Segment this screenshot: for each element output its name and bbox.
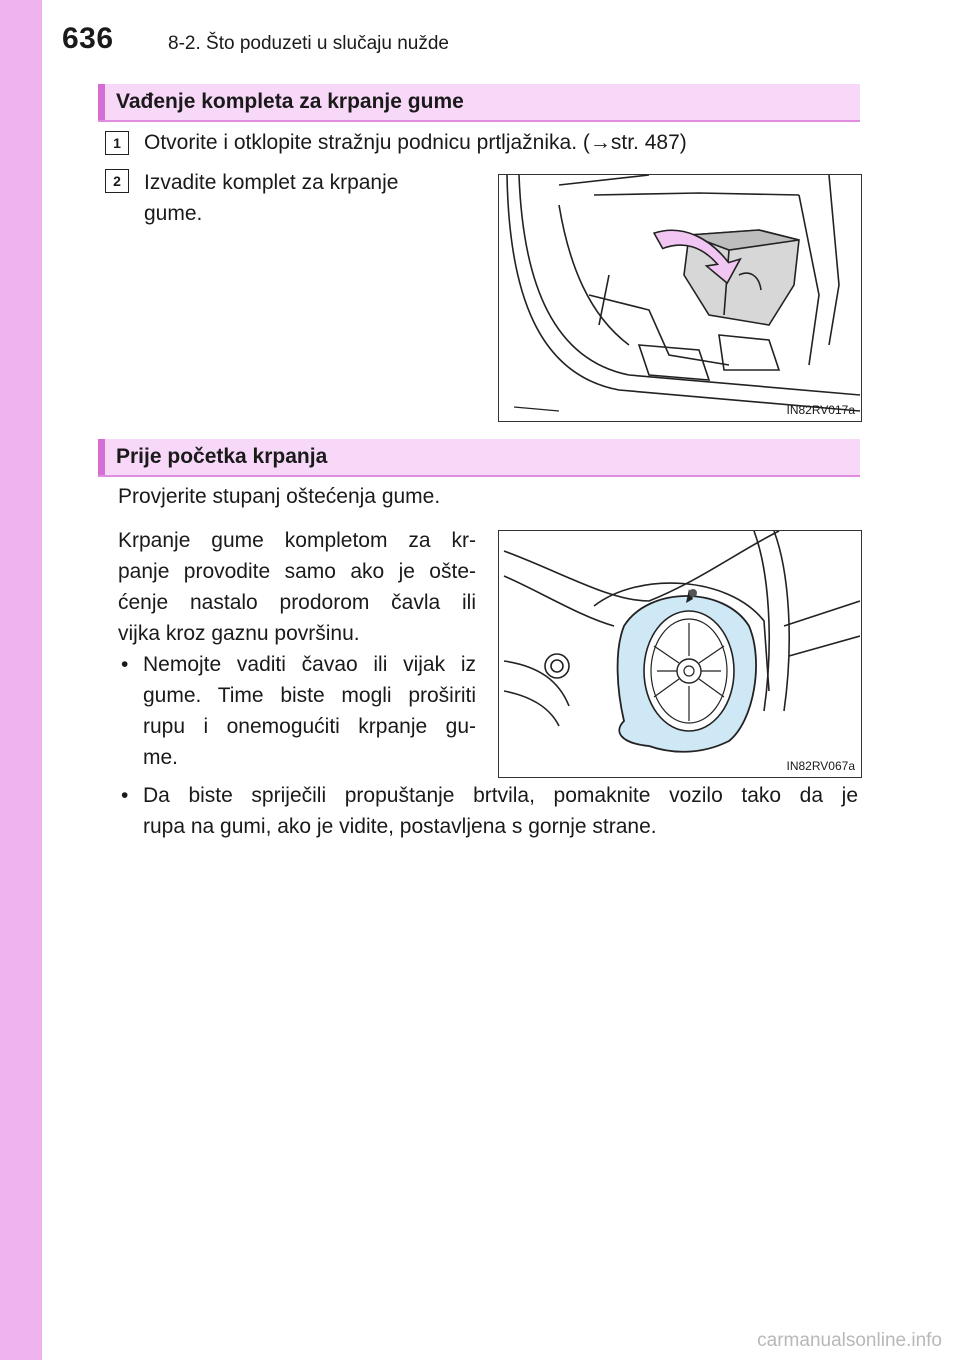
para-line: Krpanje gume kompletom za kr- xyxy=(118,529,476,552)
bullet-item-2-line xyxy=(121,780,858,811)
bullet-item-1-line: me. xyxy=(143,746,179,769)
bullet-item-1-line: gume. Time biste mogli proširiti xyxy=(143,684,476,707)
chapter-title: 8-2. Što poduzeti u slučaju nužde xyxy=(168,33,449,54)
section-accent xyxy=(98,84,105,120)
section-title: Vađenje kompleta za krpanje gume xyxy=(116,90,464,113)
figure-flat-tire xyxy=(498,530,862,778)
flat-tire-illustration xyxy=(499,531,860,776)
para-line: panje provodite samo ako je ošte- xyxy=(118,560,476,583)
step-2-line-2: gume. xyxy=(144,202,203,225)
bullet-dot: • xyxy=(121,784,129,807)
step-2-line-1: Izvadite komplet za krpanje xyxy=(144,171,399,194)
section-title: Prije početka krpanja xyxy=(116,445,328,468)
figure-code: IN82RV017a xyxy=(786,403,855,417)
section-heading-before-repair xyxy=(98,439,860,477)
intro-text: Provjerite stupanj oštećenja gume. xyxy=(118,485,441,508)
bullet-item-1-line xyxy=(121,649,476,680)
section-heading-kit-removal xyxy=(98,84,860,122)
step-1-text: Otvorite i otklopite stražnju podnicu prtljažnika. (→str. 487) xyxy=(144,131,687,154)
side-tab xyxy=(0,0,42,1360)
watermark: carmanualsonline.info xyxy=(757,1330,942,1351)
bullet-text: Nemojte vaditi čavao ili vijak iz xyxy=(143,653,476,676)
step-number-1: 1 xyxy=(105,131,129,155)
page-number: 636 xyxy=(62,22,114,55)
bullet-item-1-line: rupu i onemogućiti krpanje gu- xyxy=(143,715,476,738)
para-line: ćenje nastalo prodorom čavla ili xyxy=(118,591,476,614)
para-line: vijka kroz gaznu površinu. xyxy=(118,622,360,645)
figure-trunk-kit xyxy=(498,174,862,422)
bullet-dot: • xyxy=(121,653,129,676)
bullet-item-2-line: rupa na gumi, ako je vidite, postavljena s gornje strane. xyxy=(143,815,657,838)
figure-code: IN82RV067a xyxy=(786,759,855,773)
bullet-text: Da biste spriječili propuštanje brtvila, pomaknite vozilo tako da je xyxy=(143,784,858,807)
step-number-2: 2 xyxy=(105,169,129,193)
section-accent xyxy=(98,439,105,475)
trunk-kit-illustration xyxy=(499,175,860,420)
